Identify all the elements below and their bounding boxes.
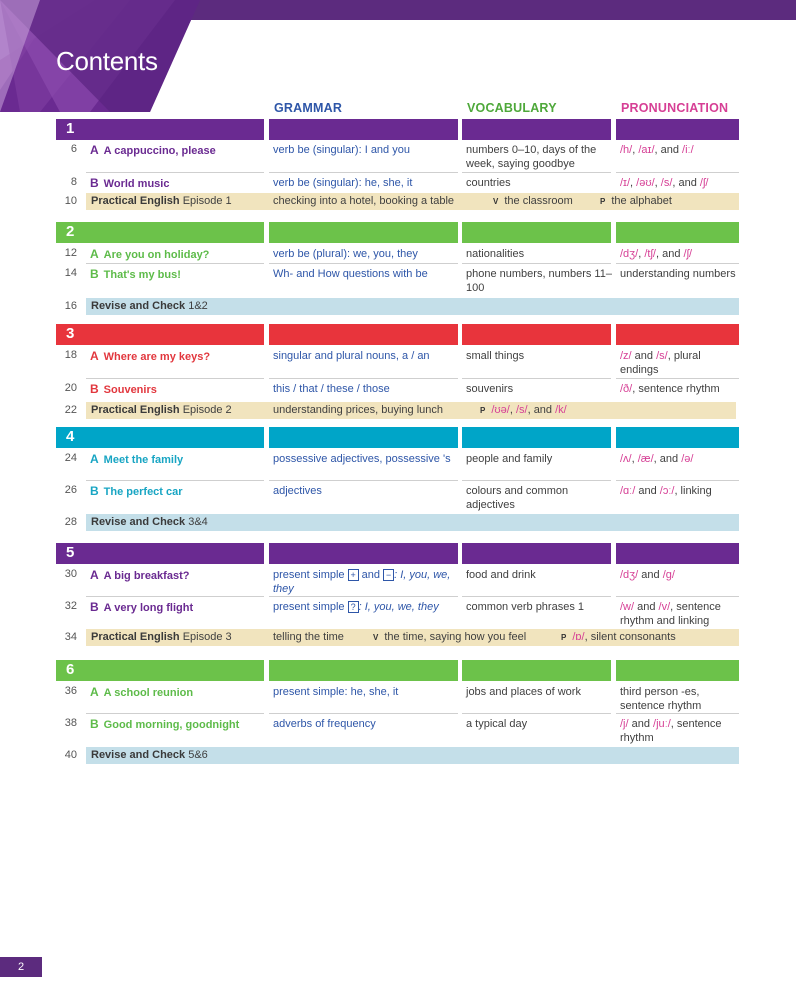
lesson-title[interactable] [90, 600, 268, 615]
lesson-name: A school reunion [103, 687, 194, 699]
row-separator [616, 378, 739, 379]
unit-header-bar [462, 324, 611, 345]
band-page-number: 22 [64, 404, 77, 416]
vocabulary-cell: common verb phrases 1 [466, 601, 584, 613]
lesson-letter: A [90, 247, 99, 261]
band-title [91, 298, 208, 315]
unit-header-bar [462, 660, 611, 681]
lesson-name: Good morning, goodnight [103, 719, 240, 731]
band-suffix: Episode 2 [182, 404, 232, 416]
band-grammar: telling the time [273, 631, 344, 643]
pronunciation-column-header: PRONUNCIATION [621, 101, 729, 115]
unit-header-bar [462, 427, 611, 448]
lesson-title[interactable] [90, 717, 268, 732]
lesson-page-number: 36 [64, 685, 77, 697]
band-page-number: 28 [64, 516, 77, 528]
lesson-name: A big breakfast? [103, 570, 190, 582]
row-separator [86, 596, 264, 597]
band-label: Practical English [91, 631, 180, 643]
lesson-title[interactable] [90, 382, 268, 397]
unit-number: 3 [66, 325, 75, 342]
row-separator [462, 480, 611, 481]
unit-header-bar [56, 119, 264, 140]
vocabulary-column-header: VOCABULARY [467, 101, 557, 115]
grammar-text: present simple [273, 569, 345, 581]
band-title [91, 747, 208, 764]
grammar-cell: adjectives [273, 485, 322, 497]
row-separator [616, 480, 739, 481]
band-vocabulary [373, 629, 526, 646]
lesson-name: Meet the family [103, 454, 184, 466]
band-label: Practical English [91, 195, 180, 207]
band-page-number: 34 [64, 631, 77, 643]
pronunciation-cell: /ɪ/, /əʊ/, /s/, and /ʃ/ [620, 177, 709, 189]
unit-header-bar [269, 427, 458, 448]
pronunciation-marker: P [600, 197, 606, 206]
vocabulary-marker: V [373, 633, 379, 642]
pronunciation-cell: understanding numbers [620, 268, 736, 280]
lesson-page-number: 30 [64, 568, 77, 580]
band-suffix: Episode 3 [182, 631, 232, 643]
lesson-name: Where are my keys? [103, 351, 211, 363]
lesson-page-number: 6 [70, 143, 77, 155]
lesson-letter: A [90, 568, 99, 582]
pronunciation-cell: /ð/, sentence rhythm [620, 383, 720, 395]
row-separator [462, 172, 611, 173]
lesson-letter: A [90, 349, 99, 363]
grammar-text: and [361, 569, 381, 581]
lesson-letter: A [90, 685, 99, 699]
band-page-number: 40 [64, 749, 77, 761]
header-bar [180, 0, 796, 20]
pronunciation-cell: /ʌ/, /æ/, and /ə/ [620, 453, 694, 465]
lesson-page-number: 32 [64, 600, 77, 612]
band-label: Revise and Check [91, 300, 186, 312]
lesson-letter: A [90, 143, 99, 157]
row-separator [269, 378, 458, 379]
row-separator [462, 378, 611, 379]
lesson-letter: B [90, 717, 99, 731]
grammar-cell: verb be (singular): he, she, it [273, 177, 413, 189]
unit-header-bar [616, 427, 739, 448]
row-separator [269, 172, 458, 173]
band-suffix: 3&4 [188, 516, 208, 528]
lesson-title[interactable] [90, 349, 268, 364]
unit-header-bar [269, 324, 458, 345]
pronunciation-cell: third person -es, sentence rhythm [620, 686, 702, 712]
lesson-title[interactable] [90, 143, 268, 158]
band-title [91, 402, 232, 419]
band-pronunciation [600, 193, 672, 210]
lesson-letter: B [90, 382, 99, 396]
lesson-page-number: 8 [70, 176, 77, 188]
unit-header-bar [269, 222, 458, 243]
pronunciation-cell: /ɑː/ and /ɔː/, linking [620, 485, 712, 497]
pronunciation-cell: /z/ and /s/, plural endings [620, 350, 701, 376]
pronunciation-cell: /j/ and /juː/, sentence rhythm [620, 718, 722, 744]
row-separator [86, 172, 264, 173]
unit-header-bar [269, 660, 458, 681]
lesson-title[interactable] [90, 267, 268, 282]
lesson-letter: B [90, 267, 99, 281]
lesson-letter: B [90, 484, 99, 498]
lesson-name: A very long flight [103, 602, 194, 614]
lesson-page-number: 20 [64, 382, 77, 394]
lesson-title[interactable] [90, 452, 268, 467]
band-label: Practical English [91, 404, 180, 416]
unit-number: 6 [66, 661, 75, 678]
grammar-cell: present simple: he, she, it [273, 686, 399, 698]
lesson-title[interactable] [90, 568, 268, 583]
unit-header-bar [616, 324, 739, 345]
grammar-text: : I, you, we, they [273, 569, 451, 595]
grammar-symbol: + [348, 569, 359, 581]
row-separator [86, 713, 264, 714]
lesson-title[interactable] [90, 484, 268, 499]
row-separator [86, 480, 264, 481]
grammar-text: : I, you, we, they [358, 601, 439, 613]
page-title: Contents [56, 46, 158, 76]
row-separator [462, 596, 611, 597]
band-page-number: 10 [64, 195, 77, 207]
row-separator [86, 378, 264, 379]
page-number: 2 [0, 957, 42, 977]
band-label: Revise and Check [91, 516, 186, 528]
band-vocabulary-text: the time, saying how you feel [384, 631, 527, 643]
pronunciation-cell: /dʒ/ and /g/ [620, 569, 675, 581]
band-suffix: 1&2 [188, 300, 208, 312]
grammar-column-header: GRAMMAR [274, 101, 343, 115]
unit-header-bar [56, 324, 264, 345]
pronunciation-cell: /h/, /aɪ/, and /iː/ [620, 144, 694, 156]
grammar-cell: singular and plural nouns, a / an [273, 350, 430, 362]
lesson-page-number: 26 [64, 484, 77, 496]
vocabulary-cell: nationalities [466, 248, 525, 260]
unit-header-bar [269, 119, 458, 140]
vocabulary-cell: a typical day [466, 718, 528, 730]
unit-header-bar [462, 222, 611, 243]
band-pronunciation [480, 402, 567, 419]
lesson-letter: B [90, 600, 99, 614]
grammar-cell: adverbs of frequency [273, 718, 376, 730]
vocabulary-cell: jobs and places of work [466, 686, 581, 698]
vocabulary-cell: numbers 0–10, days of the week, saying goodbye [466, 144, 597, 170]
lesson-title[interactable] [90, 685, 268, 700]
row-separator [86, 263, 264, 264]
band-suffix: 5&6 [188, 749, 208, 761]
lesson-name: Souvenirs [103, 384, 157, 396]
unit-header-bar [56, 543, 264, 564]
grammar-text: present simple [273, 601, 345, 613]
band-vocabulary-text: the classroom [504, 195, 573, 207]
lesson-name: A cappuccino, please [103, 145, 216, 157]
lesson-name: That's my bus! [103, 269, 181, 281]
row-separator [269, 713, 458, 714]
pronunciation-cell: /w/ and /v/, sentence rhythm and linking [620, 601, 721, 627]
pronunciation-cell: /dʒ/, /tʃ/, and /ʃ/ [620, 248, 693, 260]
vocabulary-marker: V [493, 197, 499, 206]
grammar-cell: Wh- and How questions with be [273, 268, 428, 280]
band-page-number: 16 [64, 300, 77, 312]
band-title [91, 514, 208, 531]
row-separator [616, 596, 739, 597]
lesson-page-number: 12 [64, 247, 77, 259]
lesson-name: World music [103, 178, 170, 190]
band-vocabulary [493, 193, 573, 210]
band-pronunciation-text: /ʊə/, /s/, and /k/ [491, 404, 567, 416]
vocabulary-cell: people and family [466, 453, 553, 465]
unit-header-bar [616, 660, 739, 681]
band-pronunciation [561, 629, 676, 646]
band-label: Revise and Check [91, 749, 186, 761]
grammar-cell: verb be (singular): I and you [273, 144, 410, 156]
unit-header-bar [56, 427, 264, 448]
unit-number: 5 [66, 544, 75, 561]
unit-header-bar [616, 543, 739, 564]
pronunciation-marker: P [480, 406, 486, 415]
row-separator [462, 263, 611, 264]
vocabulary-cell: colours and common adjectives [466, 485, 569, 511]
unit-header-bar [56, 222, 264, 243]
row-separator [616, 172, 739, 173]
unit-number: 4 [66, 428, 75, 445]
unit-header-bar [462, 119, 611, 140]
grammar-symbol: − [383, 569, 394, 581]
grammar-cell: possessive adjectives, possessive 's [273, 453, 451, 465]
unit-header-bar [269, 543, 458, 564]
lesson-title[interactable] [90, 247, 268, 262]
vocabulary-cell: small things [466, 350, 525, 362]
grammar-cell: this / that / these / those [273, 383, 390, 395]
lesson-page-number: 18 [64, 349, 77, 361]
unit-header-bar [462, 543, 611, 564]
row-separator [616, 713, 739, 714]
lesson-letter: B [90, 176, 99, 190]
band-grammar: checking into a hotel, booking a table [273, 195, 455, 207]
grammar-symbol: ? [348, 601, 359, 613]
row-separator [269, 480, 458, 481]
row-separator [269, 596, 458, 597]
vocabulary-cell: countries [466, 177, 511, 189]
lesson-page-number: 24 [64, 452, 77, 464]
lesson-title[interactable] [90, 176, 268, 191]
row-separator [269, 263, 458, 264]
unit-header-bar [56, 660, 264, 681]
grammar-cell [273, 600, 459, 614]
band-pronunciation-text: /ɒ/, silent consonants [572, 631, 676, 643]
lesson-letter: A [90, 452, 99, 466]
lesson-name: Are you on holiday? [103, 249, 210, 261]
row-separator [462, 713, 611, 714]
lesson-page-number: 38 [64, 717, 77, 729]
grammar-cell: verb be (plural): we, you, they [273, 248, 418, 260]
band-title [91, 629, 232, 646]
pronunciation-marker: P [561, 633, 567, 642]
unit-header-bar [616, 222, 739, 243]
unit-header-bar [616, 119, 739, 140]
band-title [91, 193, 232, 210]
band-grammar: understanding prices, buying lunch [273, 404, 444, 416]
row-separator [616, 263, 739, 264]
vocabulary-cell: food and drink [466, 569, 536, 581]
vocabulary-cell: souvenirs [466, 383, 514, 395]
unit-number: 2 [66, 223, 75, 240]
lesson-name: The perfect car [103, 486, 183, 498]
grammar-cell [273, 568, 459, 596]
band-pronunciation-text: the alphabet [611, 195, 672, 207]
unit-number: 1 [66, 120, 75, 137]
vocabulary-cell: phone numbers, numbers 11–100 [466, 268, 612, 294]
band-suffix: Episode 1 [182, 195, 232, 207]
lesson-page-number: 14 [64, 267, 77, 279]
